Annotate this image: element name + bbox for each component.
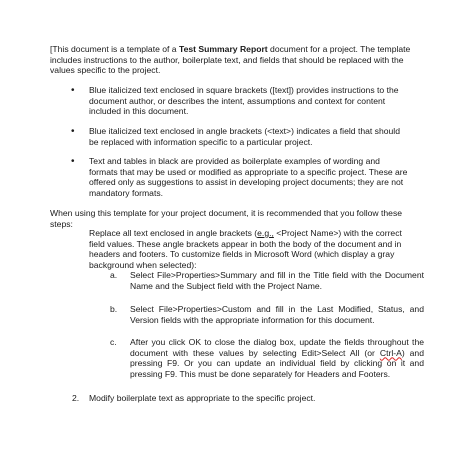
- intro-text-end: document for a project. The template includes instructions to the author, boilerplate text, and fields that should be replaced with the values specific to the project.: [50, 44, 411, 76]
- sub-item-a-text: Select File>Properties>Summary and fill in the Title field with the Document Name and the Subject field with the Project Name.: [130, 270, 424, 291]
- sub-item-letter-b: b.: [110, 304, 118, 314]
- sub-item-c-text: [130, 337, 424, 379]
- bullet-paragraph-3: Text and tables in black are provided as boilerplate examples of wording and formats that may be used or modified as appropriate to a specific project. These are offered only as suggestions to assist in developing project documents; they are not mandatory formats.: [89, 156, 408, 198]
- ctrl-a-shortcut: Ctrl-A: [379, 347, 402, 358]
- bullet-icon: •: [71, 85, 75, 96]
- sub-item-letter-a: a.: [110, 270, 118, 280]
- step-1-paragraph: [89, 228, 409, 270]
- bullet-paragraph-1: Blue italicized text enclosed in square brackets ([text]) provides instructions to the document author, or describes the intent, assumptions and context for content included in this document.: [89, 85, 399, 117]
- bullet-icon: •: [71, 156, 75, 167]
- sub-item-c-text-start: After you click OK to close the dialog box, update the fields throughout the document with these values by selecting Edit>Select All (or: [130, 337, 424, 358]
- step-2-text: Modify boilerplate text as appropriate to the specific project.: [89, 393, 316, 403]
- step-1-eg: e.g.,: [257, 228, 274, 238]
- instructions-intro: When using this template for your project document, it is recommended that you follow these steps:: [50, 208, 403, 229]
- step-1-text-start: Replace all text enclosed in angle brackets (: [89, 228, 258, 238]
- step-1-text-end: <Project Name>) with the correct field values. These angle brackets appear in both the body of the document and in headers and footers. To customize fields in Microsoft Word (which display a gray background when selected):: [89, 228, 402, 270]
- sub-item-b-text: Select File>Properties>Custom and fill in the Last Modified, Status, and Version fields with the appropriate information for this document.: [130, 304, 424, 325]
- step-2-number: 2.: [72, 393, 80, 403]
- intro-paragraph: [50, 44, 422, 76]
- bullet-paragraph-2: Blue italicized text enclosed in angle brackets (<text>) indicates a field that should be replaced with information specific to a particular project.: [89, 126, 400, 147]
- sub-item-c-text-end: ) and pressing F9. Or you can update an individual field by clicking on it and pressing F9. This must be done separately for Headers and Footers.: [130, 347, 424, 379]
- intro-text-start: [This document is a template of a: [50, 44, 179, 54]
- bullet-icon: •: [71, 126, 75, 137]
- sub-item-letter-c: c.: [110, 337, 117, 347]
- intro-bold-title: Test Summary Report: [178, 44, 268, 54]
